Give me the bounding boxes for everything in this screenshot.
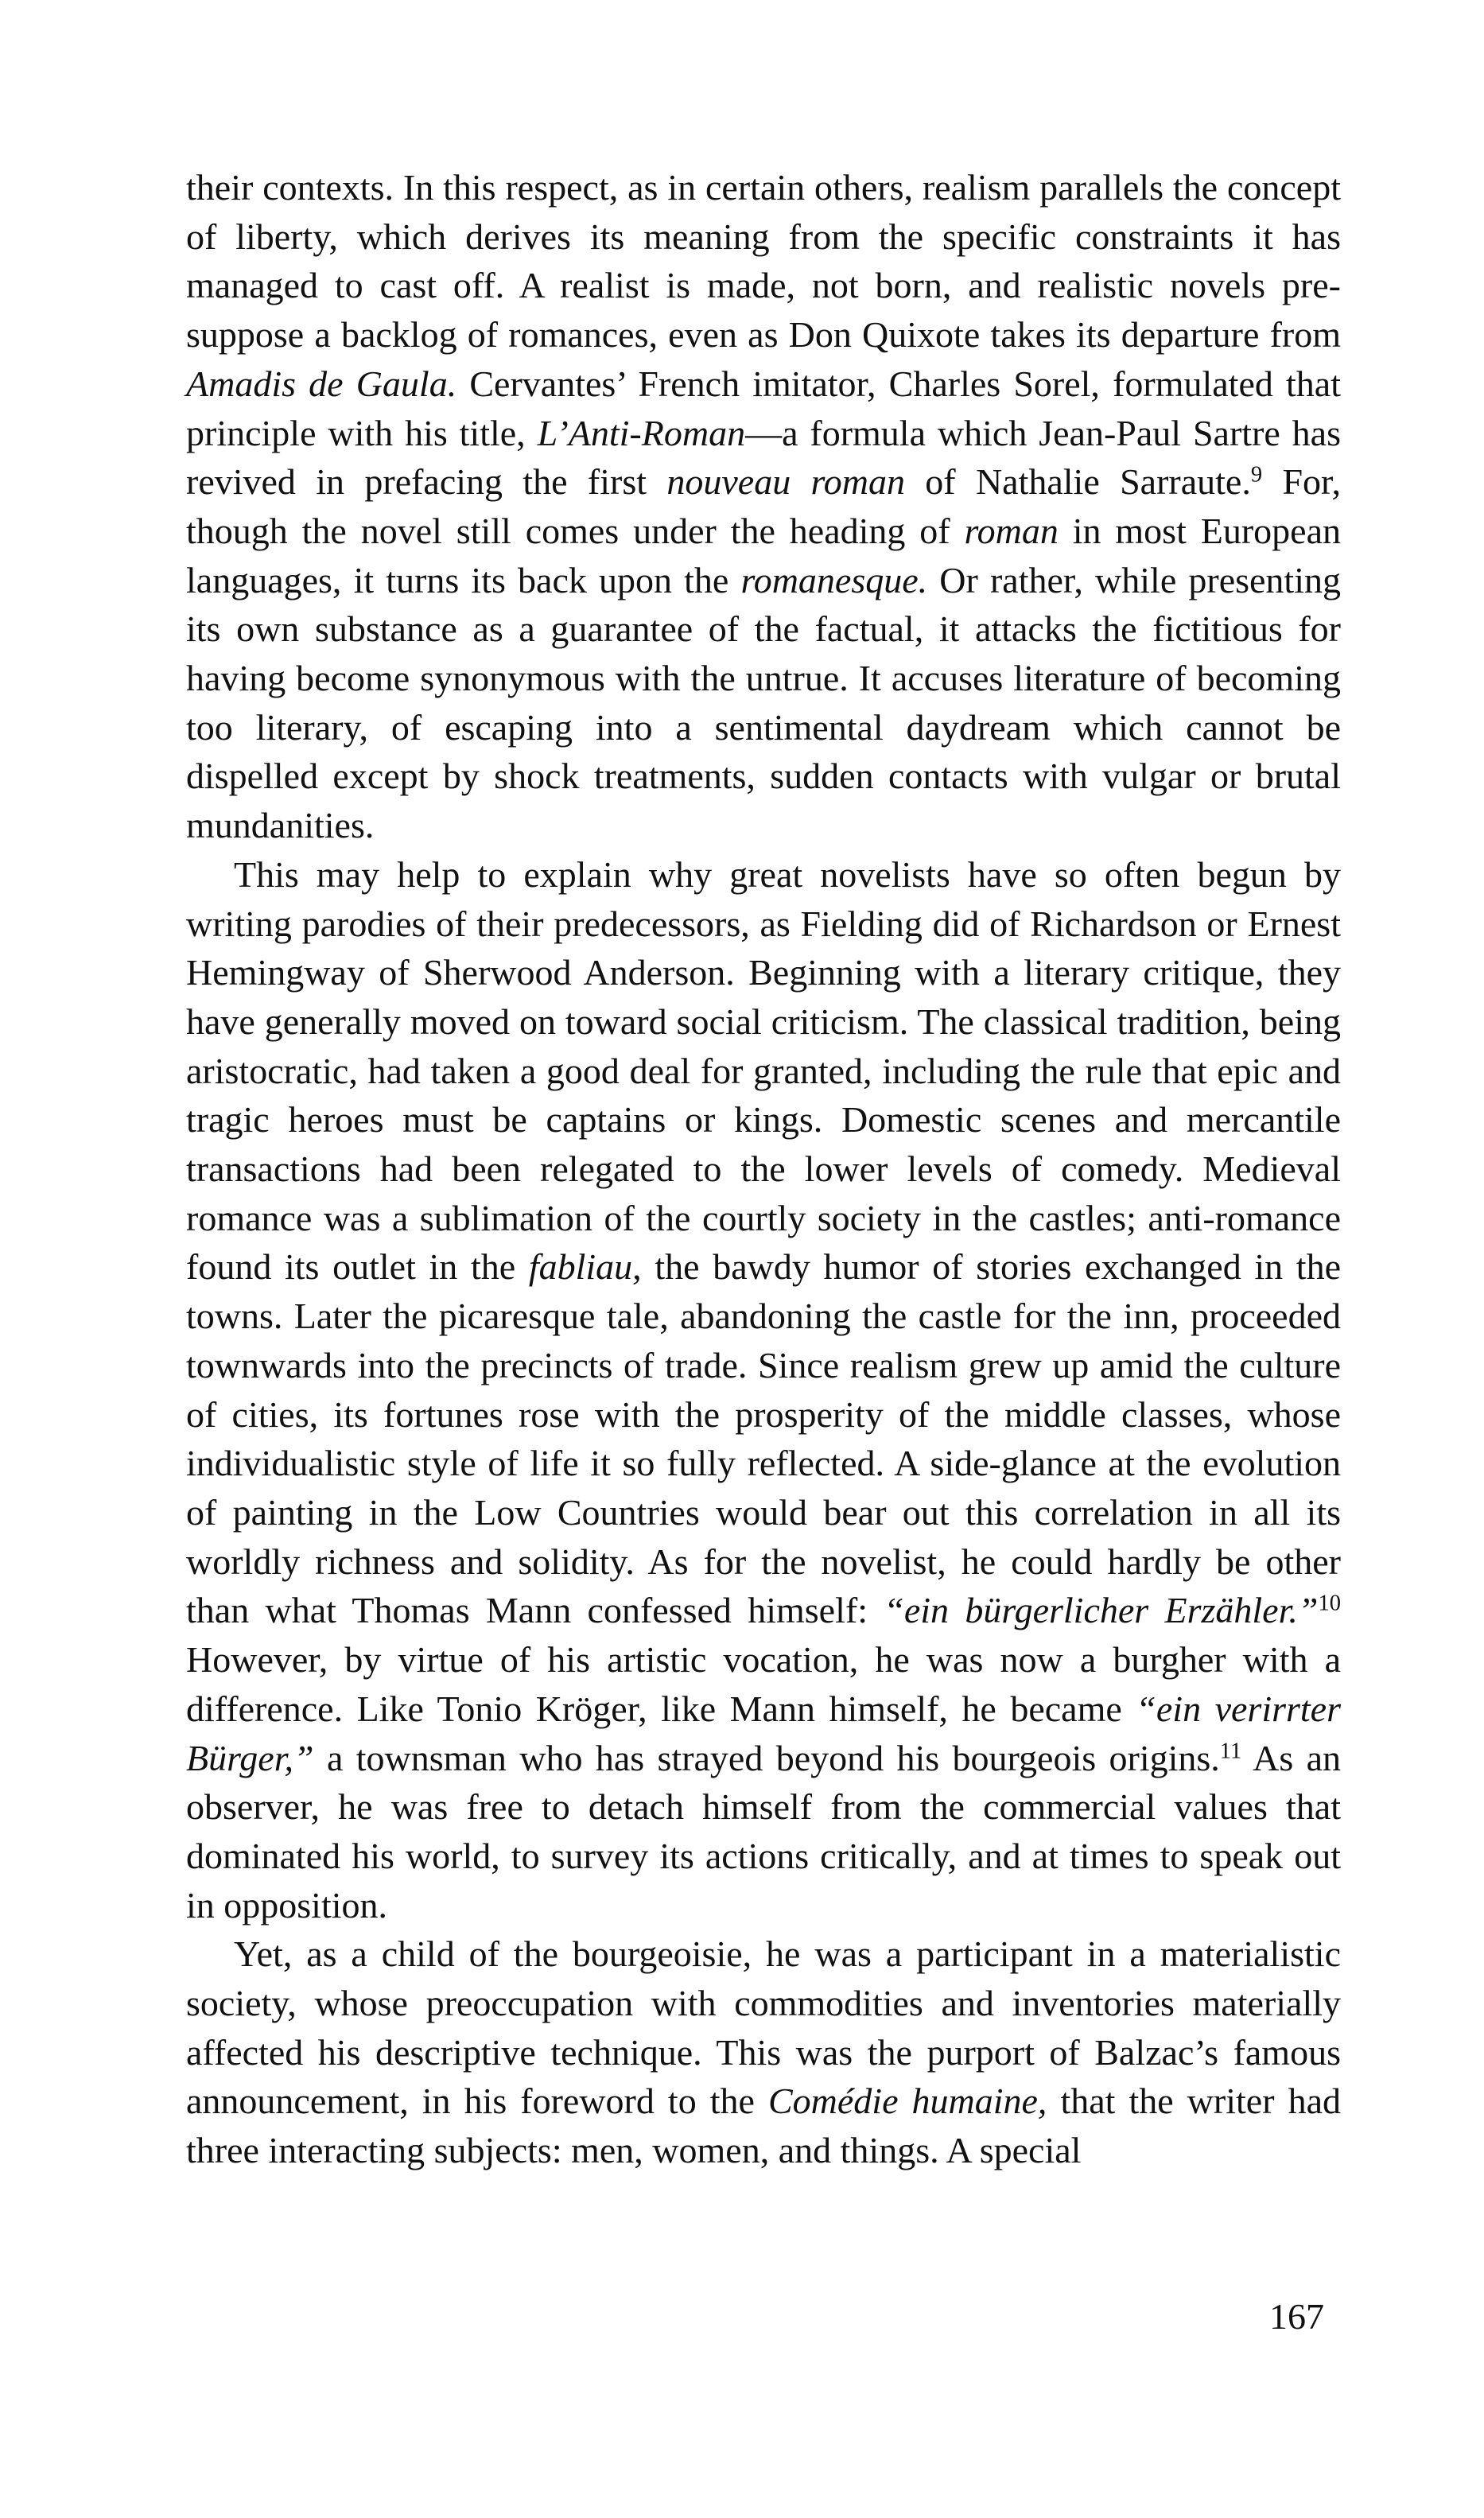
footnote-marker: 9 xyxy=(1250,462,1263,488)
page-number: 167 xyxy=(1269,2296,1324,2337)
footnote-marker: 10 xyxy=(1318,1591,1341,1616)
text-run: However, by virtue of his artistic vocation, he was now a burgher with a difference. Like Tonio Kröger, like Mann himself, he became xyxy=(186,1639,1341,1729)
text-run: —a formula which Jean-Paul Sartre has revived in prefacing the first xyxy=(186,412,1341,503)
text-run: This may help to explain why great novelists have so often begun by writing parodies of their predecessors, as Fielding did of Richardson or Ernest Hemingway of Sherwood Anderson. Beginning with a literary critique, they have generally moved on toward social criticism. The classical tradition, being aristocratic, had taken a good deal for granted, including the rule that epic and tragic heroes must be captains or kings. Domestic scenes and mercantile transactions had been relegated to the lower levels of comedy. Medieval romance was a sublimation of the courtly society in the castles; anti-romance found its outlet in the xyxy=(186,853,1341,1288)
italic-phrase: “ein verirrter Bürger,” xyxy=(186,1688,1341,1778)
text-run: As an observer, he was free to detach himself from the commercial values that dominated his world, to survey its actions critically, and at times to speak out in opposition. xyxy=(186,1737,1342,1925)
italic-phrase: roman xyxy=(964,510,1059,551)
text-run: that the writer had three interacting subjects: men, women, and things. A special xyxy=(186,2081,1341,2171)
body-text xyxy=(186,163,1341,2175)
text-run: the bawdy humor of stories exchanged in the towns. Later the picaresque tale, abandoning the castle for the inn, proceeded townwards into the precincts of trade. Since realism grew up amid the culture of cities, its fortunes rose with the prosperity of the middle classes, whose individualistic style of life it so fully reflected. A side-glance at the evolution of painting in the Low Countries would bear out this correlation in all its worldly richness and solidity. As for the novelist, he could hardly be other than what Thomas Mann confessed himself: xyxy=(186,1246,1341,1631)
italic-phrase: nouveau roman xyxy=(666,461,905,503)
italic-phrase: Amadis de Gaula. xyxy=(186,363,457,404)
text-run: their contexts. In this respect, as in certain others, realism parallels the concept of liberty, which derives its meaning from the specific constraints it has managed to cast off. A realist is made, not born, and realistic novels presuppose a backlog of romances, even as Don Quixote takes its departure from xyxy=(186,167,1341,356)
italic-phrase: fabliau, xyxy=(528,1246,642,1288)
text-run: Yet, as a child of the bourgeoisie, he was a participant in a materialistic society, whose preoccupation with commodities and inventories materially affected his descriptive technique. This was the purport of Balzac’s famous announcement, in his foreword to the xyxy=(186,1933,1341,2122)
text-run: of Nathalie Sarraute. xyxy=(904,461,1251,503)
footnote-marker: 11 xyxy=(1219,1738,1242,1763)
italic-phrase: romanesque. xyxy=(740,559,928,600)
italic-phrase: “ein bürgerlicher Erzähler.” xyxy=(884,1590,1319,1631)
italic-phrase: L’Anti-Roman xyxy=(537,412,746,453)
paragraph xyxy=(186,1929,1341,2175)
italic-phrase: Comédie humaine, xyxy=(767,2081,1047,2122)
paragraph xyxy=(186,163,1341,850)
text-run: in most European languages, it turns its back upon the xyxy=(186,510,1341,600)
text-run: Cervantes’ French imitator, Charles Sorel, formulated that principle with his title, xyxy=(186,363,1341,453)
text-run: a townsman who has strayed beyond his bourgeois origins. xyxy=(313,1737,1220,1778)
text-run: Or rather, while presenting its own substance as a guarantee of the factual, it attacks the fictitious for having become synonymous with the untrue. It accuses literature of becoming too literary, of escaping into a sentimental daydream which cannot be dispelled except by shock treatments, sudden contacts with vulgar or brutal mundanities. xyxy=(186,559,1341,846)
text-run: For, though the novel still comes under the heading of xyxy=(186,461,1342,551)
paragraph xyxy=(186,850,1341,1929)
